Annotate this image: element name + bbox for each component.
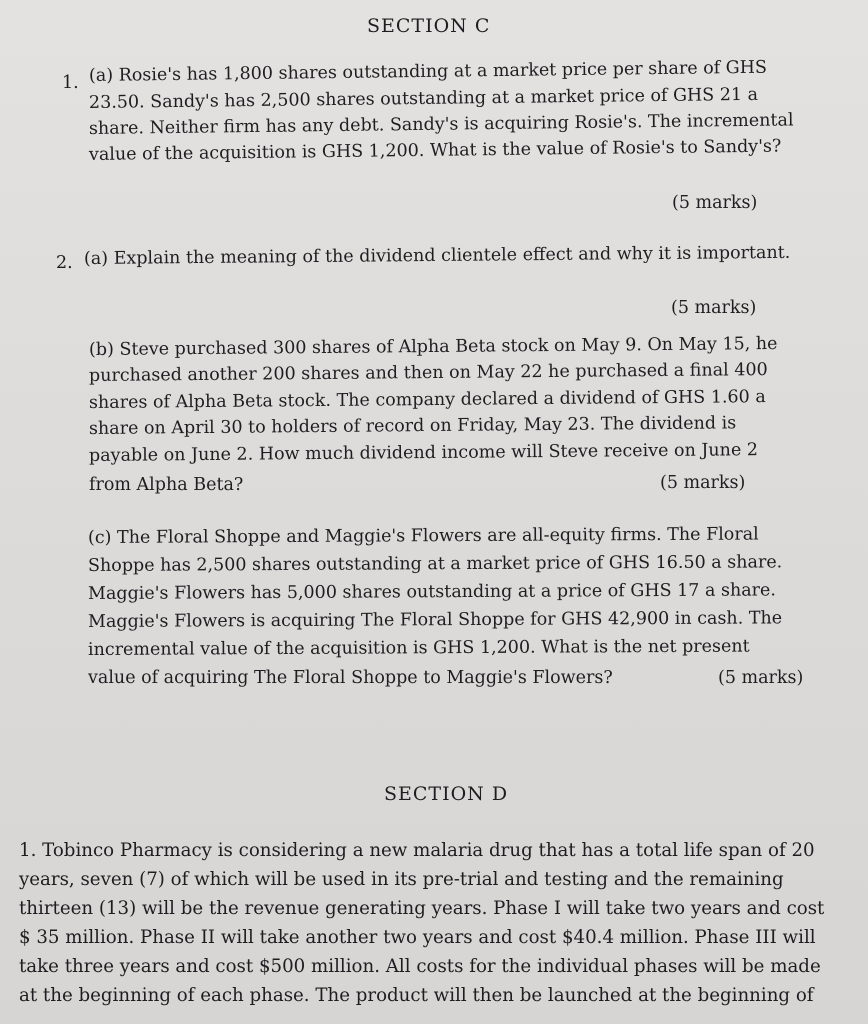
question-number: 2. — [56, 253, 73, 273]
question-text-line: Maggie's Flowers has 5,000 shares outstanding at a price of GHS 17 a share. — [87, 580, 776, 604]
marks-label: (5 marks) — [671, 298, 757, 318]
question-text-line: 23.50. Sandy's has 2,500 shares outstanding at a market price of GHS 21 a — [88, 84, 759, 113]
question-text-line: Maggie's Flowers is acquiring The Floral Shoppe for GHS 42,900 in cash. The — [87, 608, 783, 632]
question-text-line: from Alpha Beta? — [89, 475, 244, 495]
question-text-line: Shoppe has 2,500 shares outstanding at a market price of GHS 16.50 a share. — [87, 552, 783, 576]
question-text-line: (c) The Floral Shoppe and Maggie's Flowers are all-equity firms. The Floral — [87, 524, 759, 548]
question-text-line: at the beginning of each phase. The product will then be launched at the beginning of — [19, 985, 814, 1006]
question-text-line: value of acquiring The Floral Shoppe to Maggie's Flowers? — [88, 668, 613, 688]
section-d-title: SECTION D — [384, 783, 509, 805]
question-text-line: payable on June 2. How much dividend income will Steve receive on June 2 — [88, 440, 759, 466]
question-text-line: share on April 30 to holders of record on Friday, May 23. The dividend is — [88, 413, 737, 439]
question-text-line: take three years and cost $500 million. All costs for the individual phases will be made — [19, 956, 821, 977]
question-text-line: share. Neither firm has any debt. Sandy's is acquiring Rosie's. The incremental — [88, 110, 794, 139]
section-c-title: SECTION C — [367, 15, 491, 37]
marks-label: (5 marks) — [672, 193, 758, 213]
question-text-line: shares of Alpha Beta stock. The company declared a dividend of GHS 1.60 a — [88, 387, 766, 413]
question-text-line: (a) Rosie's has 1,800 shares outstanding at a market price per share of GHS — [88, 57, 768, 86]
question-text-line: years, seven (7) of which will be used in its pre-trial and testing and the remaining — [19, 869, 784, 890]
question-text-line: purchased another 200 shares and then on May 22 he purchased a final 400 — [88, 360, 768, 386]
marks-label: (5 marks) — [718, 668, 804, 688]
question-text-line: incremental value of the acquisition is GHS 1,200. What is the net present — [87, 636, 750, 660]
marks-label: (5 marks) — [660, 473, 746, 493]
question-text-line: $ 35 million. Phase II will take another two years and cost $40.4 million. Phase III will — [19, 927, 816, 948]
question-number: 1. — [62, 73, 79, 93]
question-text-line: thirteen (13) will be the revenue generating years. Phase I will take two years and cost — [19, 898, 825, 919]
question-text-line: (b) Steve purchased 300 shares of Alpha Beta stock on May 9. On May 15, he — [88, 333, 778, 360]
question-text-line: value of the acquisition is GHS 1,200. What is the value of Rosie's to Sandy's? — [88, 136, 782, 165]
question-text-line: (a) Explain the meaning of the dividend clientele effect and why it is important. — [83, 242, 791, 269]
question-text-line: 1. Tobinco Pharmacy is considering a new malaria drug that has a total life span of 20 — [19, 840, 815, 861]
